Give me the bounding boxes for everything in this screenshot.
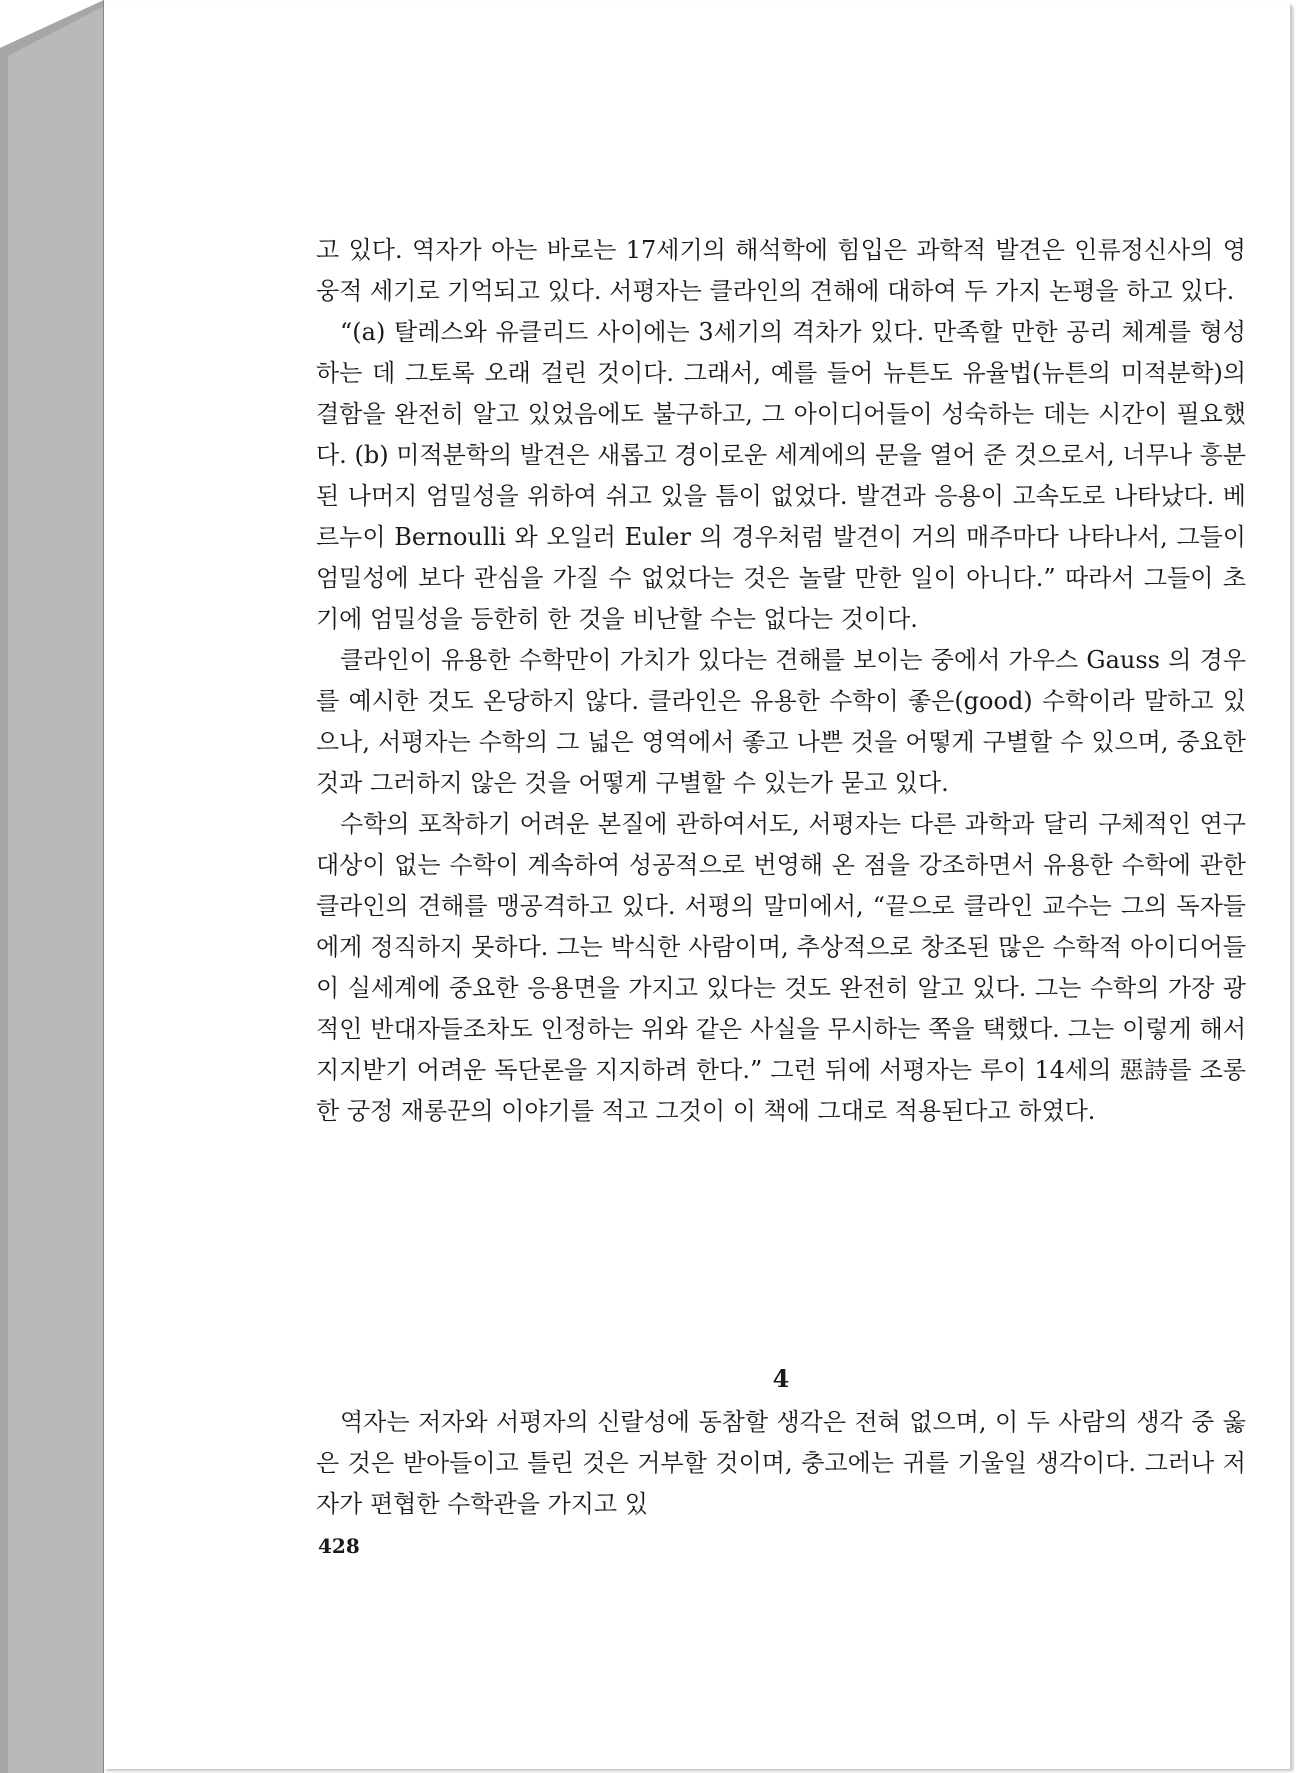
book-page: [104, 4, 1291, 1769]
section-body-text: [316, 1402, 1246, 1525]
paragraph-3: 클라인이 유용한 수학만이 가치가 있다는 견해를 보이는 중에서 가우스 Gauss 의 경우를 예시한 것도 온당하지 않다. 클라인은 유용한 수학이 좋은(good) 수학이라 말하고 있으나, 서평자는 수학의 그 넓은 영역에서 좋고 나쁜 것을 어떻게 구별할 수 있으며, 중요한 것과 그러하지 않은 것을 어떻게 구별할 수 있는가 묻고 있다.: [316, 646, 1246, 797]
body-text: [316, 230, 1246, 1132]
section-number: 4: [772, 1364, 790, 1393]
paragraph-1: 고 있다. 역자가 아는 바로는 17세기의 해석학에 힘입은 과학적 발견은 인류정신사의 영웅적 세기로 기억되고 있다. 서평자는 클라인의 견해에 대하여 두 가지 논평을 하고 있다.: [316, 236, 1246, 305]
paragraph-2: “(a) 탈레스와 유클리드 사이에는 3세기의 격차가 있다. 만족할 만한 공리 체계를 형성하는 데 그토록 오래 걸린 것이다. 그래서, 예를 들어 뉴튼도 유율법(뉴튼의 미적분학)의 결함을 완전히 알고 있었음에도 불구하고, 그 아이디어들이 성숙하는 데는 시간이 필요했다. (b) 미적분학의 발견은 새롭고 경이로운 세계에의 문을 열어 준 것으로서, 너무나 흥분된 나머지 엄밀성을 위하여 쉬고 있을 틈이 없었다. 발견과 응용이 고속도로 나타났다. 베르누이 Bernoulli 와 오일러 Euler 의 경우처럼 발견이 거의 매주마다 나타나서, 그들이 엄밀성에 보다 관심을 가질 수 없었다는 것은 놀랄 만한 일이 아니다.” 따라서 그들이 초기에 엄밀성을 등한히 한 것을 비난할 수는 없다는 것이다.: [316, 318, 1246, 633]
section-paragraph: 역자는 저자와 서평자의 신랄성에 동참할 생각은 전혀 없으며, 이 두 사람의 생각 중 옳은 것은 받아들이고 틀린 것은 거부할 것이며, 충고에는 귀를 기울일 생각이다. 그러나 저자가 편협한 수학관을 가지고 있: [316, 1408, 1246, 1518]
page-number: 428: [318, 1534, 360, 1558]
paragraph-4: 수학의 포착하기 어려운 본질에 관하여서도, 서평자는 다른 과학과 달리 구체적인 연구 대상이 없는 수학이 계속하여 성공적으로 번영해 온 점을 강조하면서 유용한 수학에 관한 클라인의 견해를 맹공격하고 있다. 서평의 말미에서, “끝으로 클라인 교수는 그의 독자들에게 정직하지 못하다. 그는 박식한 사람이며, 추상적으로 창조된 많은 수학적 아이디어들이 실세계에 중요한 응용면을 가지고 있다는 것도 완전히 알고 있다. 그는 수학의 가장 광적인 반대자들조차도 인정하는 위와 같은 사실을 무시하는 쪽을 택했다. 그는 이렇게 해서 지지받기 어려운 독단론을 지지하려 한다.” 그런 뒤에 서평자는 루이 14세의 惡詩를 조롱한 궁정 재롱꾼의 이야기를 적고 그것이 이 책에 그대로 적용된다고 하였다.: [316, 810, 1246, 1125]
book-spine: [0, 0, 104, 1773]
